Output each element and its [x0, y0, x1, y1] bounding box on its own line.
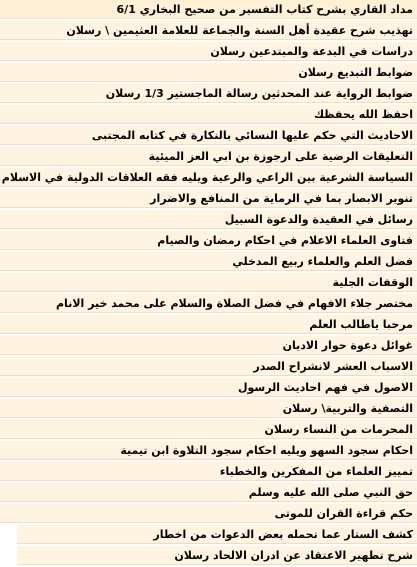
book-link-item[interactable]: التصفية والتربية\ رسلان	[0, 399, 417, 418]
book-link-item[interactable]: شرح تطهير الاعتقاد عن ادران الالحاد رسلان	[17, 546, 417, 565]
book-link-item[interactable]: ضوابط التبديع رسلان	[0, 63, 417, 82]
book-link-item[interactable]: الاحاديث التي حكم عليها النسائي بالنكارة في كتابه المجتبى	[0, 126, 417, 145]
book-link-item[interactable]: تهذيب شرح عقيدة أهل السنة والجماعة للعلامة العثيمين \ رسلان	[0, 21, 417, 40]
book-link-item[interactable]: مداد القاري بشرح كتاب التفسير من صحيح البخاري 6/1	[0, 0, 417, 19]
book-link-item[interactable]: احكام سجود السهو ويليه احكام سجود التلاوة ابن تيمية	[0, 441, 417, 460]
book-link-item[interactable]: الوقفات الجلية	[0, 273, 417, 292]
book-link-item[interactable]: المحرمات من النساء رسلان	[0, 420, 417, 439]
book-link-item[interactable]: تمييز العلماء من المفكرين والخطباء	[0, 462, 417, 481]
book-link-item[interactable]: فتاوى العلماء الاعلام في احكام رمضان والصيام	[0, 231, 417, 250]
book-link-item[interactable]: ضوابط الرواية عند المحدثين رسالة الماجستير 1/3 رسلان	[0, 84, 417, 103]
book-link-item[interactable]: حق النبي صلى الله عليه وسلم	[0, 483, 417, 502]
book-link-item[interactable]: دراسات في البدعة والمبتدعين رسلان	[0, 42, 417, 61]
book-link-item[interactable]: كشف الستار عما تحمله بعض الدعوات من اخطار	[17, 525, 417, 544]
book-link-item[interactable]: حكم قراءة القران للموتى	[0, 504, 417, 523]
book-link-item[interactable]: مرحبا ياطالب العلم	[0, 315, 417, 334]
book-link-item[interactable]: الاصول في فهم احاديث الرسول	[0, 378, 417, 397]
book-link-item[interactable]: مختصر جلاء الافهام في فضل الصلاة والسلام على محمد خير الانام	[0, 294, 417, 313]
book-link-item[interactable]: احفظ الله يحفظك	[0, 105, 417, 124]
book-link-item[interactable]: تنوير الابصار بما في الرماية من المنافع والاضرار	[0, 189, 417, 208]
book-link-item[interactable]: رسائل في العقيدة والدعوة السبيل	[0, 210, 417, 229]
book-link-item[interactable]: غوائل دعوة حوار الاديان	[0, 336, 417, 355]
book-link-item[interactable]: الاسباب العشر لانشراح الصدر	[0, 357, 417, 376]
book-link-item[interactable]: التعليقات الرضية على ارجوزة بن ابي العز الميئية	[0, 147, 417, 166]
book-link-item[interactable]: السياسة الشرعية بين الراعي والرعية ويليه فقه العلاقات الدولية في الاسلام	[0, 168, 417, 187]
book-link-item[interactable]: فضل العلم والعلماء ربيع المدخلي	[0, 252, 417, 271]
